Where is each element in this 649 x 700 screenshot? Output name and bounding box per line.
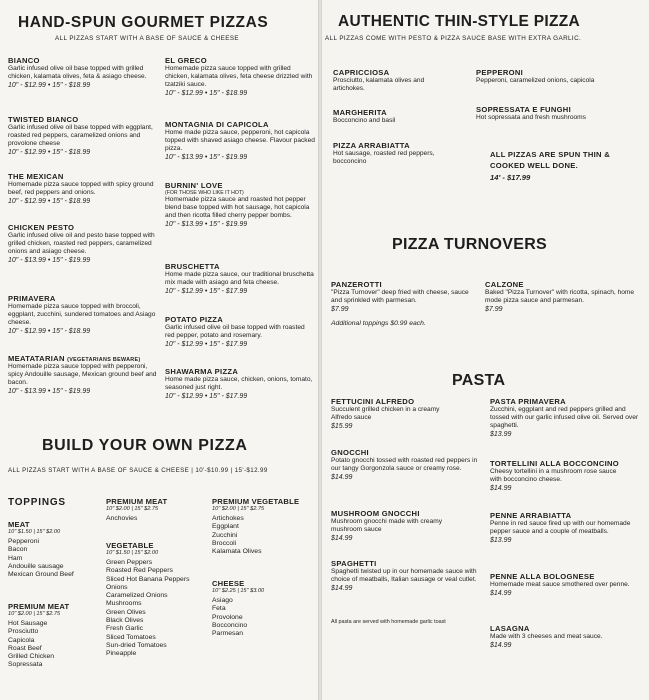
item-desc: Prosciutto, kalamata olives and artichokes. bbox=[333, 77, 425, 92]
item-desc: Home made pizza sauce, chicken, onions, tomato, seasoned just right. bbox=[165, 376, 313, 391]
menu-item bbox=[165, 315, 315, 348]
menu-item bbox=[165, 367, 315, 400]
thin-note bbox=[490, 150, 642, 182]
group-price: 10" $2.00 | 15" $2.75 bbox=[8, 611, 61, 617]
topping: Mexican Ground Beef bbox=[8, 571, 74, 579]
topping-list bbox=[8, 620, 103, 670]
topping: Feta bbox=[212, 605, 226, 613]
group-price: 10" $2.25 | 15" $3.00 bbox=[212, 588, 265, 594]
topping-list bbox=[106, 559, 214, 659]
menu-item bbox=[476, 105, 646, 122]
premium-meat-group bbox=[8, 602, 103, 670]
topping: Provolone bbox=[212, 613, 243, 621]
item-price: $7.99 bbox=[485, 306, 503, 313]
menu-item bbox=[331, 448, 481, 481]
thin-style-title: AUTHENTIC THIN-STYLE PIZZA bbox=[338, 13, 581, 30]
menu-item bbox=[333, 68, 483, 93]
group-title: PREMIUM VEGETABLE bbox=[212, 497, 300, 506]
item-name: LASAGNA bbox=[490, 624, 530, 633]
topping: Artichokes bbox=[212, 515, 244, 522]
item-desc: Home made pizza sauce, pepperoni, hot capicola topped with shaved asiago cheese. Flavour packed pizza. bbox=[165, 129, 315, 152]
item-desc: Hot sopressata and fresh mushrooms bbox=[476, 114, 586, 121]
item-price: $14.99 bbox=[331, 474, 353, 481]
item-desc: Mushroom gnocchi made with creamy mushroom sauce bbox=[331, 518, 443, 533]
item-desc: Hot sausage, roasted red peppers, bocconcino bbox=[333, 150, 435, 165]
item-name: PENNE ALLA BOLOGNESE bbox=[490, 572, 595, 581]
item-name: MARGHERITA bbox=[333, 108, 387, 117]
item-price: 10" - $12.99 • 15" - $17.99 bbox=[165, 393, 248, 400]
topping: Grilled Chicken bbox=[8, 653, 55, 661]
topping-list bbox=[106, 515, 211, 523]
menu-item bbox=[8, 223, 158, 264]
item-price: 10" - $13.99 • 15" - $19.99 bbox=[8, 257, 91, 264]
topping: Roast Beef bbox=[8, 644, 42, 652]
menu-item bbox=[8, 172, 158, 205]
item-name: PRIMAVERA bbox=[8, 294, 56, 303]
topping: Broccoli bbox=[212, 539, 237, 547]
hand-spun-subtitle: ALL PIZZAS START WITH A BASE OF SAUCE & CHEESE bbox=[55, 35, 240, 42]
topping: Bacon bbox=[8, 546, 28, 554]
item-desc: Homemade pizza sauce topped with pepperoni, spicy Andouille sausage, Mexican ground beef and bacon. bbox=[8, 363, 157, 386]
group-price: 10" $2.00 | 15" $2.75 bbox=[106, 506, 159, 512]
item-desc: Pepperoni, caramelized onions, capicola bbox=[476, 77, 595, 84]
item-name: PEPPERONI bbox=[476, 68, 524, 77]
group-title: VEGETABLE bbox=[106, 541, 154, 550]
topping: Bocconcino bbox=[212, 621, 248, 629]
menu-item bbox=[490, 511, 642, 544]
menu-item bbox=[331, 397, 481, 430]
item-name: EL GRECO bbox=[165, 56, 207, 65]
group-price: 10" $2.00 | 15" $2.75 bbox=[212, 506, 265, 512]
item-name: PASTA PRIMAVERA bbox=[490, 397, 566, 406]
menu-item bbox=[331, 559, 481, 592]
topping: Zucchini bbox=[212, 531, 238, 539]
topping: Parmesan bbox=[212, 630, 243, 638]
item-price: 10" - $12.99 • 15" - $18.99 bbox=[165, 90, 248, 97]
item-tag: (FOR THOSE WHO LIKE IT HOT) bbox=[165, 190, 244, 196]
item-price: $14.99 bbox=[490, 590, 512, 597]
topping: Andouille sausage bbox=[8, 562, 64, 570]
item-desc: Bocconcino and basil bbox=[333, 117, 396, 124]
menu-item bbox=[165, 120, 315, 161]
item-price: 10" - $13.99 • 15" - $19.99 bbox=[165, 154, 248, 161]
pasta-footnote: All pasta are served with homemade garlic toast bbox=[331, 619, 446, 625]
menu-item bbox=[165, 262, 315, 295]
thin-style-subtitle: ALL PIZZAS COME WITH PESTO & PIZZA SAUCE BASE WITH EXTRA GARLIC. bbox=[325, 35, 582, 42]
item-desc: Homemade pizza sauce topped with broccoli, eggplant, zucchini, sundered tomatoes and Asiago cheese. bbox=[8, 303, 156, 326]
topping-list bbox=[212, 515, 317, 556]
item-name: MUSHROOM GNOCCHI bbox=[331, 509, 420, 518]
pasta-title: PASTA bbox=[452, 372, 506, 389]
menu-item bbox=[331, 280, 481, 313]
toppings-title: TOPPINGS bbox=[8, 497, 66, 508]
item-tag: (VEGETARIANS BEWARE) bbox=[67, 357, 141, 363]
menu-item bbox=[490, 397, 642, 438]
group-price: 10" $1.50 | 15" $2.00 bbox=[106, 550, 159, 556]
item-name: PIZZA ARRABIATTA bbox=[333, 141, 410, 150]
item-desc: Home made pizza sauce, our traditional bruschetta mix made with asiago and feta cheese. bbox=[165, 271, 314, 286]
item-name: SOPRESSATA E FUNGHI bbox=[476, 105, 572, 114]
additional-toppings: Additional toppings $0.99 each. bbox=[331, 320, 426, 327]
item-desc: Made with 3 cheeses and meat sauce. bbox=[490, 633, 603, 640]
right-menu-page bbox=[322, 0, 649, 700]
item-price: $7.99 bbox=[331, 306, 349, 313]
menu-item bbox=[8, 115, 158, 156]
vegetable-group bbox=[106, 541, 214, 659]
item-desc: Homemade meat sauce smothered over penne. bbox=[490, 581, 630, 588]
menu-item bbox=[476, 68, 646, 85]
topping: Ham bbox=[8, 554, 23, 562]
topping: Kalamata Olives bbox=[212, 548, 262, 556]
item-desc: Succulent grilled chicken in a creamy Alfredo sauce bbox=[331, 406, 440, 421]
item-desc: Garlic infused olive oil base topped with grilled chicken, kalamata olives, feta & asiago cheese. bbox=[8, 65, 147, 80]
item-name: CAPRICCIOSA bbox=[333, 68, 390, 77]
item-name: BIANCO bbox=[8, 56, 40, 65]
topping: Black Olives bbox=[106, 617, 144, 625]
topping: Roasted Red Peppers bbox=[106, 567, 173, 575]
item-desc: Potato gnocchi tossed with roasted red peppers in our tangy Gorgonzola sauce or creamy rose. bbox=[331, 457, 478, 472]
item-name: CHICKEN PESTO bbox=[8, 223, 75, 232]
topping: Capicola bbox=[8, 636, 35, 644]
cheese-group bbox=[212, 579, 317, 638]
menu-item bbox=[8, 56, 158, 89]
item-desc: Baked "Pizza Turnover" with ricotta, spinach, home mode pizza sauce and parmesan. bbox=[485, 289, 635, 304]
item-price: $14.99 bbox=[331, 535, 353, 542]
build-your-own-title: BUILD YOUR OWN PIZZA bbox=[42, 437, 248, 454]
menu-item bbox=[333, 108, 483, 125]
topping: Hot Sausage bbox=[8, 620, 48, 627]
item-price: 10" - $12.99 • 15" - $17.99 bbox=[165, 341, 248, 348]
item-price: 10" - $12.99 • 15" - $18.99 bbox=[8, 328, 91, 335]
item-desc: Homemade pizza sauce topped with grilled chicken, kalamata olives, feta cheese drizzled with tzatziki sauce. bbox=[165, 65, 313, 88]
menu-item bbox=[490, 624, 642, 649]
item-name: TORTELLINI ALLA BOCCONCINO bbox=[490, 459, 620, 468]
item-desc: Zucchini, eggplant and red peppers grilled and tossed with our garlic infused olive oil. Served over spaghetti. bbox=[490, 406, 639, 429]
item-desc: Penne in red sauce fired up with our homemade pepper sauce and a couple of meatballs. bbox=[490, 520, 631, 535]
hand-spun-title: HAND-SPUN GOURMET PIZZAS bbox=[18, 14, 269, 31]
topping: Eggplant bbox=[212, 523, 239, 531]
item-price: 10" - $12.99 • 15" - $17.99 bbox=[165, 288, 248, 295]
item-name: BRUSCHETTA bbox=[165, 262, 220, 271]
premium-meat-seafood-group bbox=[106, 497, 211, 523]
item-desc: Garlic infused olive oil base topped with eggplant, roasted red peppers, caramelized onions and provolone cheese bbox=[8, 124, 153, 147]
premium-vegetable-group bbox=[212, 497, 317, 556]
meat-group bbox=[8, 520, 103, 579]
item-price: 10" - $12.99 • 15" - $18.99 bbox=[8, 149, 91, 156]
group-title: PREMIUM MEAT bbox=[106, 497, 168, 506]
group-title: CHEESE bbox=[212, 579, 245, 588]
menu-item bbox=[333, 141, 478, 166]
topping: Mushrooms bbox=[106, 600, 142, 608]
item-name: MONTAGNIA DI CAPICOLA bbox=[165, 120, 269, 129]
group-title: PREMIUM MEAT bbox=[8, 602, 70, 611]
menu-item bbox=[490, 459, 642, 492]
menu-item bbox=[490, 572, 642, 597]
item-price: $14.99 bbox=[490, 485, 512, 492]
thin-note-text: ALL PIZZAS ARE SPUN THIN & COOKED WELL DONE. bbox=[490, 150, 611, 170]
item-name: BURNIN' LOVE bbox=[165, 181, 223, 190]
topping-list bbox=[8, 538, 103, 579]
item-name bbox=[8, 354, 158, 363]
topping: Pepperoni bbox=[8, 538, 39, 545]
item-price: 10" - $13.99 • 15" - $19.99 bbox=[165, 221, 248, 228]
item-name-text: MEATATARIAN bbox=[8, 354, 65, 363]
item-price: $14.99 bbox=[331, 585, 353, 592]
item-price: $14.99 bbox=[490, 642, 512, 649]
item-desc: Garlic infused olive oil base topped with roasted red pepper, potato and rosemary. bbox=[165, 324, 305, 339]
item-desc: Homemade pizza sauce topped with spicy ground beef, red peppers and onions. bbox=[8, 181, 154, 196]
item-name: THE MEXICAN bbox=[8, 172, 64, 181]
menu-item bbox=[331, 509, 481, 542]
topping: Sopressata bbox=[8, 661, 43, 669]
menu-item bbox=[8, 354, 158, 395]
build-your-own-subtitle: ALL PIZZAS START WITH A BASE OF SAUCE & CHEESE | 10'-$10.99 | 15'-$12.99 bbox=[8, 467, 268, 474]
topping: Pineapple bbox=[106, 650, 137, 658]
item-name: TWISTED BIANCO bbox=[8, 115, 79, 124]
topping-list bbox=[212, 597, 317, 638]
item-desc: Cheesy tortellini in a mushroom rose sauce with bocconcino cheese. bbox=[490, 468, 617, 483]
topping: Green Olives bbox=[106, 608, 146, 616]
item-desc: "Pizza Turnover" deep fried with cheese, sauce and sprinkled with parmesan. bbox=[331, 289, 469, 304]
item-name: FETTUCINI ALFREDO bbox=[331, 397, 415, 406]
topping: Green Peppers bbox=[106, 559, 153, 566]
menu-item bbox=[165, 181, 315, 228]
item-price: 10" - $13.99 • 15" - $19.99 bbox=[8, 388, 91, 395]
item-name: SHAWARMA PIZZA bbox=[165, 367, 239, 376]
group-title: MEAT bbox=[8, 520, 30, 529]
group-price: 10" $1.50 | 15" $2.00 bbox=[8, 529, 61, 535]
turnovers-title: PIZZA TURNOVERS bbox=[392, 236, 548, 253]
item-price: $15.99 bbox=[331, 423, 353, 430]
menu-item bbox=[165, 56, 315, 97]
item-price: $13.99 bbox=[490, 537, 512, 544]
item-name: CALZONE bbox=[485, 280, 524, 289]
item-price: 10" - $12.99 • 15" - $18.99 bbox=[8, 82, 91, 89]
item-name: SPAGHETTI bbox=[331, 559, 377, 568]
topping: Sliced Hot Banana Peppers bbox=[106, 575, 190, 583]
item-desc: Garlic infused olive oil and pesto base topped with grilled chicken, roasted red peppers, caramelized onions and asiago cheese. bbox=[8, 232, 155, 255]
topping: Anchovies bbox=[106, 515, 138, 522]
item-price: $13.99 bbox=[490, 431, 512, 438]
topping: Onions bbox=[106, 583, 128, 591]
item-price: 10" - $12.99 • 15" - $18.99 bbox=[8, 198, 91, 205]
topping: Asiago bbox=[212, 597, 233, 604]
item-desc: Spaghetti twisted up in our homemade sauce with choice of meatballs, Italian sausage or veal cutlet. bbox=[331, 568, 477, 583]
topping: Sliced Tomatoes bbox=[106, 633, 156, 641]
item-desc: Homemade pizza sauce and roasted hot pepper blend base topped with hot sausage, hot capicola and then ricotta filled cherry pepper bombs. bbox=[165, 196, 310, 219]
topping: Caramelized Onions bbox=[106, 592, 168, 600]
menu-item bbox=[485, 280, 640, 313]
topping: Prosciutto bbox=[8, 628, 39, 636]
item-name: GNOCCHI bbox=[331, 448, 369, 457]
left-menu-page bbox=[0, 0, 318, 700]
item-name: PENNE ARRABIATTA bbox=[490, 511, 572, 520]
thin-note-price: 14' - $17.99 bbox=[490, 173, 531, 182]
topping: Fresh Garlic bbox=[106, 625, 144, 633]
item-name: PANZEROTTI bbox=[331, 280, 382, 289]
item-name: POTATO PIZZA bbox=[165, 315, 224, 324]
topping: Sun-dried Tomatoes bbox=[106, 641, 167, 649]
menu-item bbox=[8, 294, 158, 335]
